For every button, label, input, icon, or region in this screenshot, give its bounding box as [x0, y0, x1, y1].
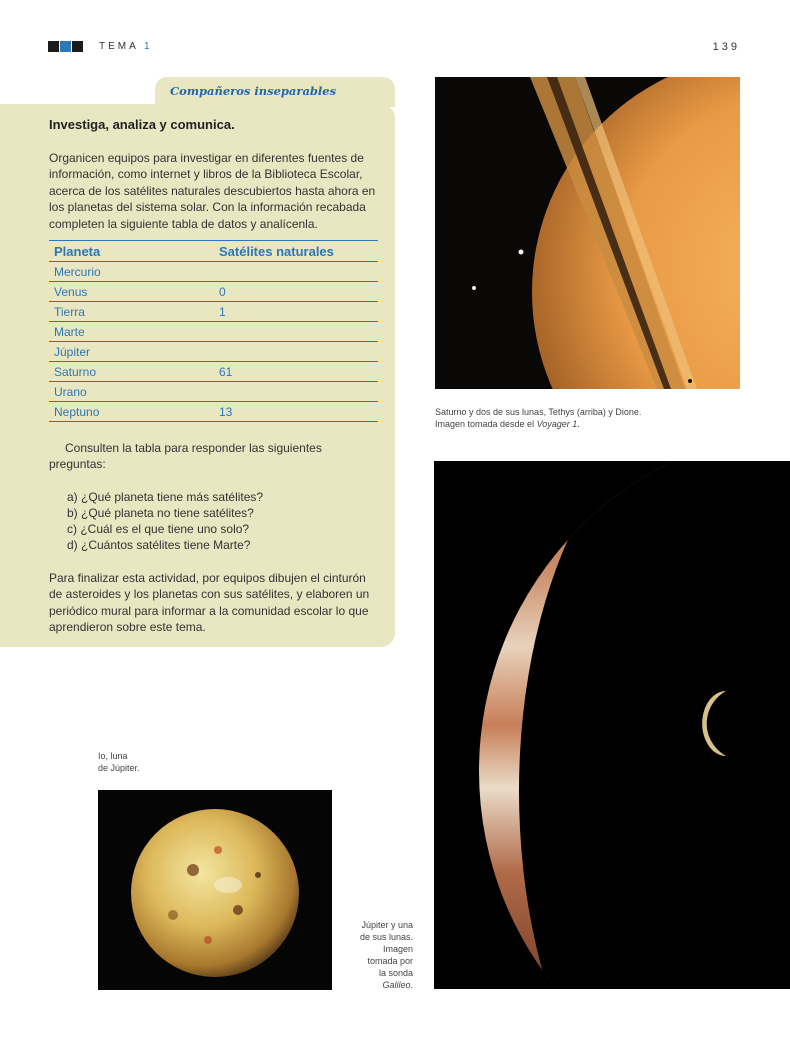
- satellites-table: [49, 240, 378, 422]
- jupiter-caption-line: Imagen: [382, 944, 413, 954]
- activity-intro: Organicen equipos para investigar en diferentes fuentes de información, como internet y libros de la Biblioteca Escolar, acerca de los satélites naturales descubiertos hasta ahora en los planetas del sistema solar. Con la información recabada completen la siguiente tabla de datos y analícenla.: [49, 151, 376, 231]
- table-row: [49, 362, 378, 382]
- planet-cell: Urano: [49, 382, 214, 402]
- table-row: [49, 402, 378, 422]
- io-caption-line2: de Júpiter.: [98, 763, 140, 773]
- jupiter-caption-line: de sus lunas.: [359, 932, 413, 942]
- table-header-row: [49, 241, 378, 262]
- activity-heading: Investiga, analiza y comunica.: [49, 117, 235, 132]
- planet-cell: Júpiter: [49, 342, 214, 362]
- header-square-1: [48, 41, 59, 52]
- consult-text: Consulten la tabla para responder las siguientes preguntas:: [49, 441, 322, 472]
- header-square-2: [60, 41, 71, 52]
- activity-title: Compañeros inseparables: [170, 84, 337, 98]
- page-number: 139: [712, 41, 740, 53]
- planet-cell: Marte: [49, 322, 214, 342]
- io-photo: [98, 790, 332, 990]
- jupiter-caption-line: tomada por: [367, 956, 413, 966]
- table-row: [49, 382, 378, 402]
- planet-cell: Neptuno: [49, 402, 214, 422]
- column-header-planet: Planeta: [49, 241, 214, 262]
- table-row: [49, 282, 378, 302]
- io-caption: [98, 750, 178, 774]
- jupiter-photo: [434, 461, 790, 989]
- table-row: [49, 262, 378, 282]
- saturn-caption: [435, 406, 735, 430]
- tema-label: TEMA: [99, 41, 139, 52]
- satellites-cell: 0: [214, 282, 378, 302]
- satellites-cell: [214, 322, 378, 342]
- saturn-caption-line2: Imagen tomada desde el Voyager 1.: [435, 419, 580, 429]
- satellites-cell: [214, 382, 378, 402]
- table-row: [49, 342, 378, 362]
- header-tema: [99, 41, 153, 52]
- saturn-photo: [435, 77, 740, 389]
- satellites-cell: 1: [214, 302, 378, 322]
- header-color-squares: [48, 41, 84, 52]
- satellites-cell: [214, 342, 378, 362]
- jupiter-caption-line: Júpiter y una: [361, 920, 413, 930]
- question-item: c) ¿Cuál es el que tiene uno solo?: [67, 522, 250, 536]
- saturn-caption-line1: Saturno y dos de sus lunas, Tethys (arriba) y Dione.: [435, 407, 642, 417]
- planet-cell: Tierra: [49, 302, 214, 322]
- question-list: [67, 489, 263, 553]
- header-square-3: [72, 41, 83, 52]
- planet-cell: Venus: [49, 282, 214, 302]
- jupiter-caption-line: Galileo.: [382, 980, 413, 990]
- question-item: d) ¿Cuántos satélites tiene Marte?: [67, 538, 251, 552]
- io-caption-line1: Io, luna: [98, 751, 128, 761]
- tema-number: 1: [144, 41, 153, 52]
- question-item: a) ¿Qué planeta tiene más satélites?: [67, 490, 264, 504]
- closing-text: Para finalizar esta actividad, por equipos dibujen el cinturón de asteroides y los planetas con sus satélites, y elaboren un periódico mural para informar a la comunidad escolar lo que aprendieron sobre este tema.: [49, 571, 370, 635]
- column-header-satellites: Satélites naturales: [214, 241, 378, 262]
- jupiter-caption: [340, 919, 413, 991]
- planet-cell: Saturno: [49, 362, 214, 382]
- table-row: [49, 302, 378, 322]
- satellites-cell: 13: [214, 402, 378, 422]
- satellites-cell: [214, 262, 378, 282]
- table-row: [49, 322, 378, 342]
- jupiter-caption-line: la sonda: [378, 968, 413, 978]
- planet-cell: Mercurio: [49, 262, 214, 282]
- question-item: b) ¿Qué planeta no tiene satélites?: [67, 506, 254, 520]
- satellites-cell: 61: [214, 362, 378, 382]
